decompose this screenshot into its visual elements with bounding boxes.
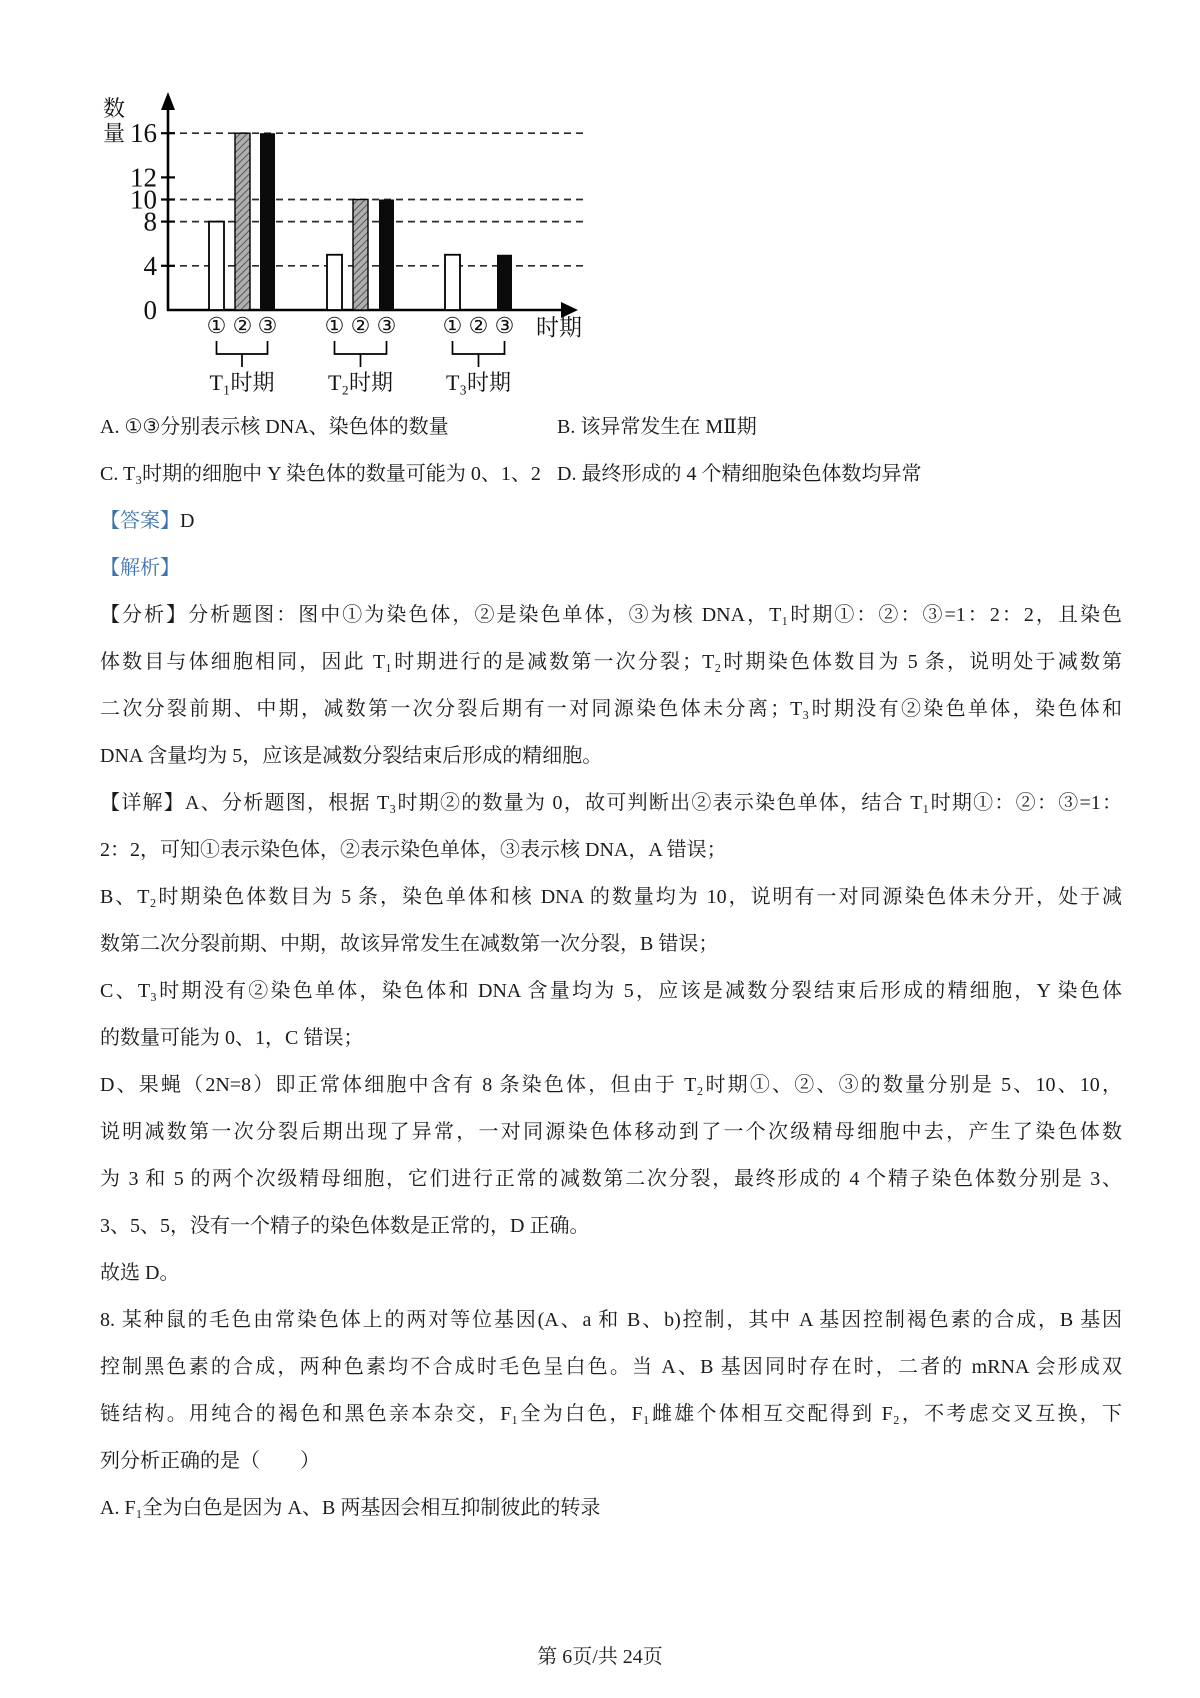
question-text-block <box>100 404 1122 1532</box>
svg-text:①: ① <box>206 313 227 338</box>
svg-text:①: ① <box>442 313 463 338</box>
answer-value: D <box>180 510 195 532</box>
svg-text:时期: 时期 <box>536 315 582 340</box>
text-line: 体数目与体细胞相同，因此 T₁时期进行的是减数第一次分裂；T₂时期染色体数目为 5 条，说明处于减数第 <box>100 651 1122 673</box>
bar-chart <box>88 80 608 410</box>
svg-text:③: ③ <box>376 313 397 338</box>
option-a: A. ①③分别表示核 DNA、染色体的数量 <box>100 416 449 438</box>
page-footer: 第 6页/共 24页 <box>537 1646 663 1668</box>
option-c: C. T₃时期的细胞中 Y 染色体的数量可能为 0、1、2 <box>100 463 541 485</box>
answer-label: 【答案】 <box>100 510 180 532</box>
svg-text:②: ② <box>232 313 253 338</box>
svg-text:12: 12 <box>130 162 157 193</box>
text-line: 的数量可能为 0、1，C 错误； <box>100 1027 364 1049</box>
text-line: A. F₁全为白色是因为 A、B 两基因会相互抑制彼此的转录 <box>100 1497 601 1519</box>
svg-text:②: ② <box>350 313 371 338</box>
text-line: 链结构。用纯合的褐色和黑色亲本杂交，F₁全为白色，F₁雌雄个体相互交配得到 F₂，不考虑交叉互换，下 <box>100 1403 1122 1425</box>
svg-text:①: ① <box>324 313 345 338</box>
svg-text:10: 10 <box>130 184 157 215</box>
option-d: D. 最终形成的 4 个精细胞染色体数均异常 <box>557 463 922 485</box>
svg-text:8: 8 <box>143 206 157 237</box>
text-line: 2：2，可知①表示染色体，②表示染色单体，③表示核 DNA，A 错误； <box>100 839 727 861</box>
option-b: B. 该异常发生在 MⅡ期 <box>557 416 757 438</box>
text-line: 说明减数第一次分裂后期出现了异常，一对同源染色体移动到了一个次级精母细胞中去，产生了染色体数 <box>100 1121 1122 1143</box>
svg-text:0: 0 <box>143 295 157 325</box>
svg-text:T₃时期: T₃时期 <box>445 370 512 395</box>
text-line: 故选 D。 <box>100 1262 180 1284</box>
svg-text:③: ③ <box>494 313 515 338</box>
analysis-label: 【解析】 <box>100 557 180 579</box>
answer-line <box>100 498 1122 545</box>
options-row-2 <box>100 451 1122 498</box>
text-line: D、果蝇（2N=8）即正常体细胞中含有 8 条染色体，但由于 T₂时期①、②、③的数量分别是 5、10、10， <box>100 1074 1122 1096</box>
svg-text:T₂时期: T₂时期 <box>327 370 394 395</box>
options-row-1 <box>100 404 1122 451</box>
svg-text:16: 16 <box>130 118 157 149</box>
explanation-lines <box>100 592 1122 1532</box>
text-line: DNA 含量均为 5，应该是减数分裂结束后形成的精细胞。 <box>100 745 603 767</box>
svg-text:②: ② <box>468 313 489 338</box>
svg-text:T₁时期: T₁时期 <box>209 370 275 395</box>
text-line: 为 3 和 5 的两个次级精母细胞，它们进行正常的减数第二次分裂，最终形成的 4 个精子染色体数分别是 3、 <box>100 1168 1122 1190</box>
text-line: 二次分裂前期、中期，减数第一次分裂后期有一对同源染色体未分离；T₃时期没有②染色单体，染色体和 <box>100 698 1122 720</box>
text-line: 【详解】A、分析题图，根据 T₃时期②的数量为 0，故可判断出②表示染色单体，结合 T₁时期①：②：③=1： <box>100 792 1122 814</box>
text-line: 3、5、5，没有一个精子的染色体数是正常的，D 正确。 <box>100 1215 590 1237</box>
svg-text:③: ③ <box>257 313 278 338</box>
svg-text:数量: 数量 <box>102 96 126 146</box>
analysis-heading-line <box>100 545 1122 592</box>
text-line: 【分析】分析题图：图中①为染色体，②是染色单体，③为核 DNA，T₁时期①：②：③=1：2：2，且染色 <box>100 604 1122 626</box>
text-line: B、T₂时期染色体数目为 5 条，染色单体和核 DNA 的数量均为 10，说明有一对同源染色体未分开，处于减 <box>100 886 1122 908</box>
text-line: 8. 某种鼠的毛色由常染色体上的两对等位基因(A、a 和 B、b)控制，其中 A 基因控制褐色素的合成，B 基因 <box>100 1309 1122 1331</box>
text-line: 控制黑色素的合成，两种色素均不合成时毛色呈白色。当 A、B 基因同时存在时，二者的 mRNA 会形成双 <box>100 1356 1122 1378</box>
text-line: 列分析正确的是（ ） <box>100 1450 320 1472</box>
text-line: C、T₃时期没有②染色单体，染色体和 DNA 含量均为 5，应该是减数分裂结束后形成的精细胞，Y 染色体 <box>100 980 1122 1002</box>
svg-text:4: 4 <box>143 250 157 281</box>
text-line: 数第二次分裂前期、中期，故该异常发生在减数第一次分裂，B 错误； <box>100 933 719 955</box>
